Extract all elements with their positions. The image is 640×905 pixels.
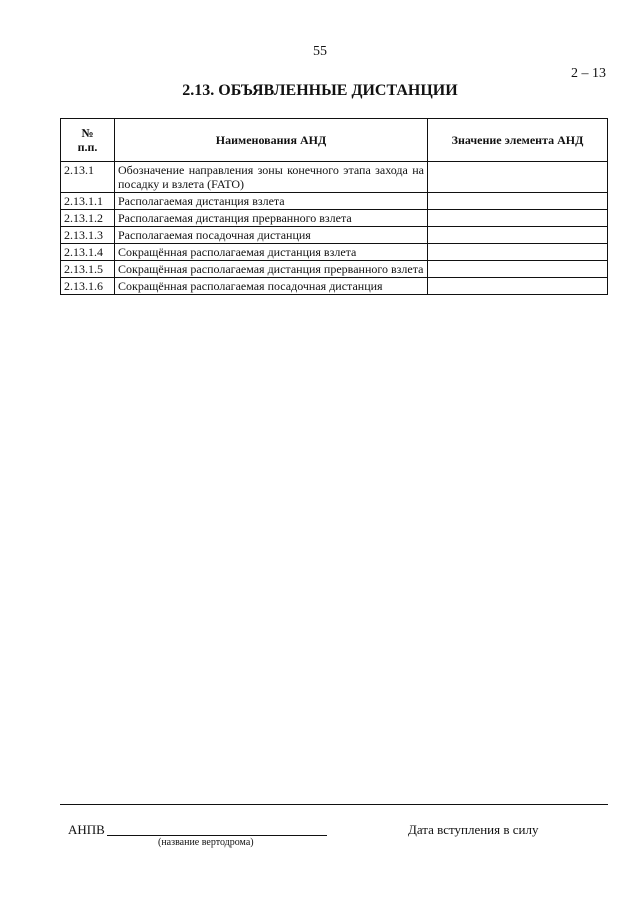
row-name: Сокращённая располагаемая посадочная дистанция <box>115 278 428 295</box>
table-row <box>61 162 608 193</box>
row-value <box>428 193 608 210</box>
table-header-row <box>61 119 608 162</box>
footer-divider <box>60 804 608 805</box>
row-name: Сокращённая располагаемая дистанция прерванного взлета <box>115 261 428 278</box>
table-row <box>61 193 608 210</box>
header-number <box>61 119 115 162</box>
row-number: 2.13.1.5 <box>61 261 115 278</box>
row-number: 2.13.1.1 <box>61 193 115 210</box>
row-number: 2.13.1.4 <box>61 244 115 261</box>
row-value <box>428 244 608 261</box>
header-name: Наименования АНД <box>115 119 428 162</box>
row-value <box>428 162 608 193</box>
row-name: Сокращённая располагаемая дистанция взлета <box>115 244 428 261</box>
row-value <box>428 227 608 244</box>
row-value <box>428 210 608 227</box>
row-number: 2.13.1.6 <box>61 278 115 295</box>
row-name: Располагаемая дистанция взлета <box>115 193 428 210</box>
header-value: Значение элемента АНД <box>428 119 608 162</box>
row-name: Обозначение направления зоны конечного этапа захода на посадку и взлета (FATO) <box>115 162 428 193</box>
table-row <box>61 244 608 261</box>
table-row <box>61 278 608 295</box>
table-row <box>61 261 608 278</box>
row-number: 2.13.1.3 <box>61 227 115 244</box>
anpv-label: АНПВ <box>68 822 105 837</box>
row-name-text: Располагаемая дистанция прерванного взлета <box>118 211 352 225</box>
anpv-name-line <box>107 835 327 836</box>
row-name: Располагаемая посадочная дистанция <box>115 227 428 244</box>
section-title: 2.13. ОБЪЯВЛЕННЫЕ ДИСТАНЦИИ <box>182 82 458 99</box>
page-number: 55 <box>313 44 327 59</box>
header-number-symbol: № <box>81 126 94 140</box>
row-name <box>115 210 428 227</box>
anpv-caption: (название вертодрома) <box>158 837 254 848</box>
section-code: 2 – 13 <box>571 66 606 81</box>
row-value <box>428 278 608 295</box>
declared-distances-table <box>60 118 608 295</box>
table-row <box>61 227 608 244</box>
row-number: 2.13.1.2 <box>61 210 115 227</box>
header-number-abbrev: п.п. <box>77 140 98 154</box>
effective-date-label: Дата вступления в силу <box>408 822 539 837</box>
row-number: 2.13.1 <box>61 162 115 193</box>
row-value <box>428 261 608 278</box>
table-row <box>61 210 608 227</box>
